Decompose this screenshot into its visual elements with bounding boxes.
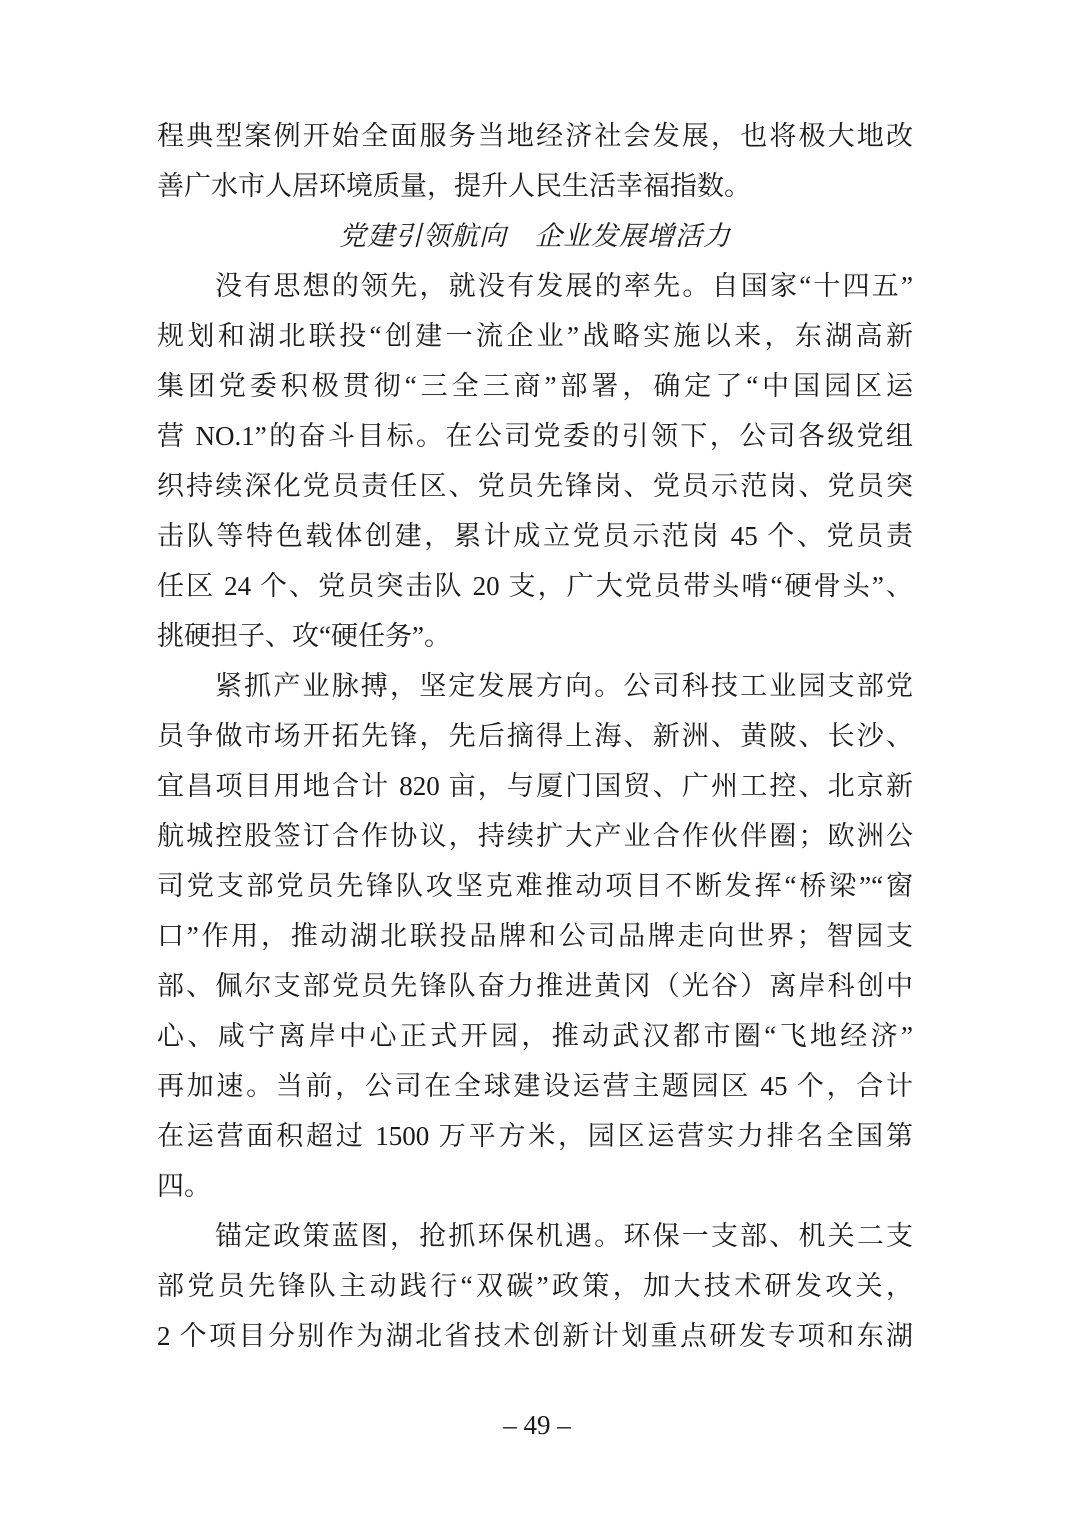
text-line: 心、咸宁离岸中心正式开园，推动武汉都市圈“飞地经济” — [157, 1021, 913, 1051]
text-line: 司党支部党员先锋队攻坚克难推动项目不断发挥“桥梁”“窗 — [157, 871, 913, 901]
page-number: – 49 – — [503, 1410, 571, 1440]
text-line: 在运营面积超过 1500 万平方米，园区运营实力排名全国第 — [157, 1121, 913, 1151]
text-line: 再加速。当前，公司在全球建设运营主题园区 45 个，合计 — [157, 1071, 913, 1101]
text-line: 营 NO.1”的奋斗目标。在公司党委的引领下，公司各级党组 — [157, 421, 913, 451]
text-line: 程典型案例开始全面服务当地经济社会发展，也将极大地改 — [157, 121, 913, 151]
text-line: 规划和湖北联投“创建一流企业”战略实施以来，东湖高新 — [157, 321, 913, 351]
text-line: 部党员先锋队主动践行“双碳”政策，加大技术研发攻关， — [157, 1271, 913, 1301]
text-line: 部、佩尔支部党员先锋队奋力推进黄冈（光谷）离岸科创中 — [157, 971, 913, 1001]
text-line: 宜昌项目用地合计 820 亩，与厦门国贸、广州工控、北京新 — [157, 771, 913, 801]
text-line: 员争做市场开拓先锋，先后摘得上海、新洲、黄陂、长沙、 — [157, 721, 913, 751]
text-line: 任区 24 个、党员突击队 20 支，广大党员带头啃“硬骨头”、 — [157, 571, 913, 601]
section-heading: 党建引领航向 企业发展增活力 — [339, 221, 731, 251]
document-body — [157, 111, 913, 1361]
text-line: 口”作用，推动湖北联投品牌和公司品牌走向世界；智园支 — [157, 921, 913, 951]
text-line: 锚定政策蓝图，抢抓环保机遇。环保一支部、机关二支 — [215, 1221, 913, 1251]
text-line: 集团党委积极贯彻“三全三商”部署，确定了“中国园区运 — [157, 371, 913, 401]
text-line: 四。 — [157, 1171, 211, 1201]
text-line: 织持续深化党员责任区、党员先锋岗、党员示范岗、党员突 — [157, 471, 913, 501]
text-line: 航城控股签订合作协议，持续扩大产业合作伙伴圈；欧洲公 — [157, 821, 913, 851]
text-line: 2 个项目分别作为湖北省技术创新计划重点研发专项和东湖 — [157, 1321, 913, 1351]
text-line: 紧抓产业脉搏，坚定发展方向。公司科技工业园支部党 — [215, 671, 913, 701]
text-line: 没有思想的领先，就没有发展的率先。自国家“十四五” — [215, 271, 913, 301]
text-line: 善广水市人居环境质量，提升人民生活幸福指数。 — [157, 171, 751, 201]
text-line: 击队等特色载体创建，累计成立党员示范岗 45 个、党员责 — [157, 521, 913, 551]
text-line: 挑硬担子、攻“硬任务”。 — [157, 621, 451, 651]
